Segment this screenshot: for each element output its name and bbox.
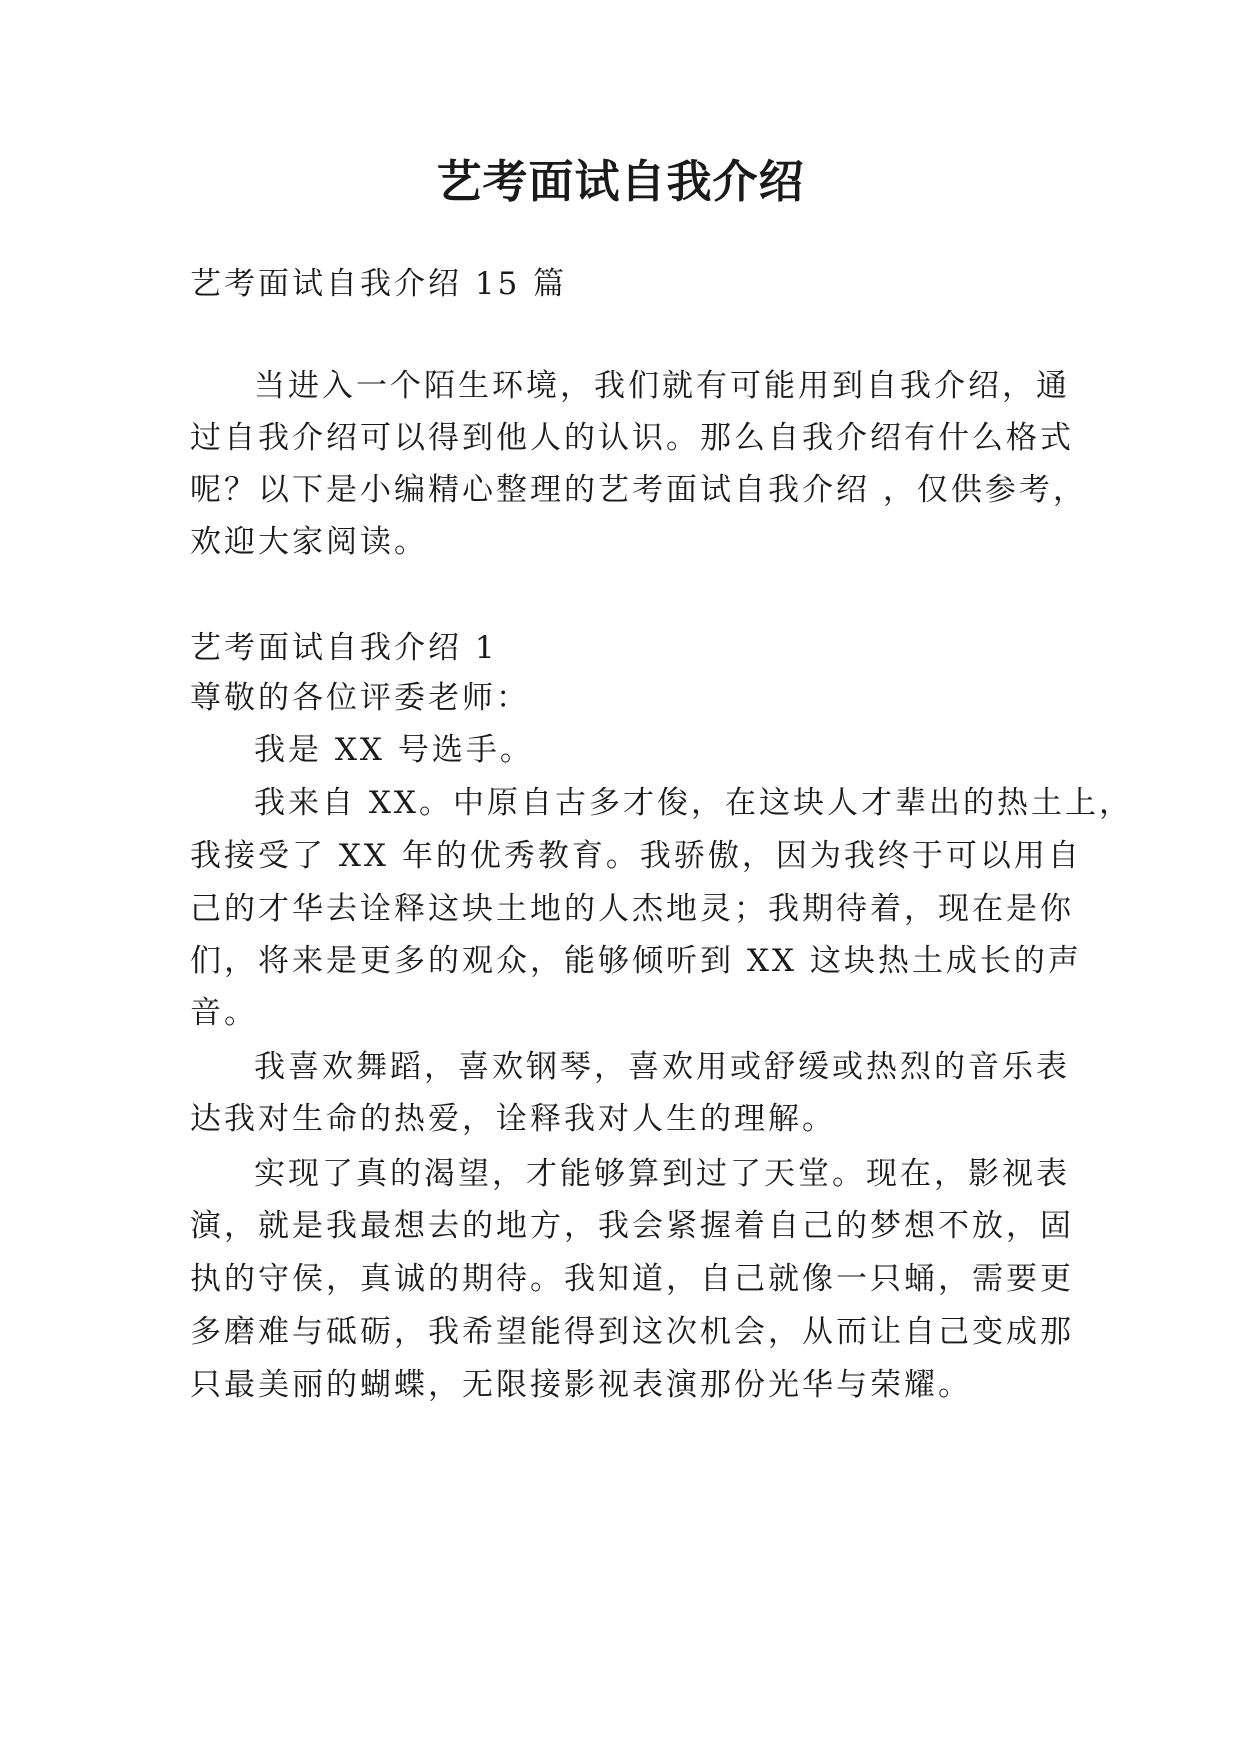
body-line: 执的守侯，真诚的期待。我知道，自己就像一只蛹，需要更 [190,1261,1074,1297]
body-line: 多磨难与砥砺，我希望能得到这次机会，从而让自己变成那 [190,1314,1074,1350]
body-line: 演，就是我最想去的地方，我会紧握着自己的梦想不放，固 [190,1208,1074,1244]
intro-line: 过自我介绍可以得到他人的认识。那么自我介绍有什么格式 [190,420,1074,456]
salutation: 尊敬的各位评委老师： [190,680,530,716]
document-subtitle: 艺考面试自我介绍 15 篇 [190,266,568,302]
body-line: 我是 XX 号选手。 [254,732,534,768]
body-line: 我接受了 XX 年的优秀教育。我骄傲，因为我终于可以用自 [190,838,1082,874]
intro-line: 当进入一个陌生环境，我们就有可能用到自我介绍，通 [254,368,1070,404]
intro-line: 欢迎大家阅读。 [190,524,428,560]
intro-line: 呢？以下是小编精心整理的艺考面试自我介绍 ，仅供参考， [190,472,1087,508]
body-line: 们，将来是更多的观众，能够倾听到 XX 这块热土成长的声 [190,943,1082,979]
body-line: 实现了真的渴望，才能够算到过了天堂。现在，影视表 [254,1156,1070,1192]
body-line: 己的才华去诠释这块土地的人杰地灵；我期待着，现在是你 [190,891,1074,927]
body-line: 我喜欢舞蹈，喜欢钢琴，喜欢用或舒缓或热烈的音乐表 [254,1049,1070,1085]
body-line: 达我对生命的热爱，诠释我对人生的理解。 [190,1101,836,1137]
body-line: 只最美丽的蝴蝶，无限接影视表演那份光华与荣耀。 [190,1367,972,1403]
document-title: 艺考面试自我介绍 [436,155,805,208]
section-heading: 艺考面试自我介绍 1 [190,630,498,666]
body-line: 音。 [190,995,258,1031]
body-line: 我来自 XX。中原自古多才俊，在这块人才辈出的热土上， [254,785,1133,821]
